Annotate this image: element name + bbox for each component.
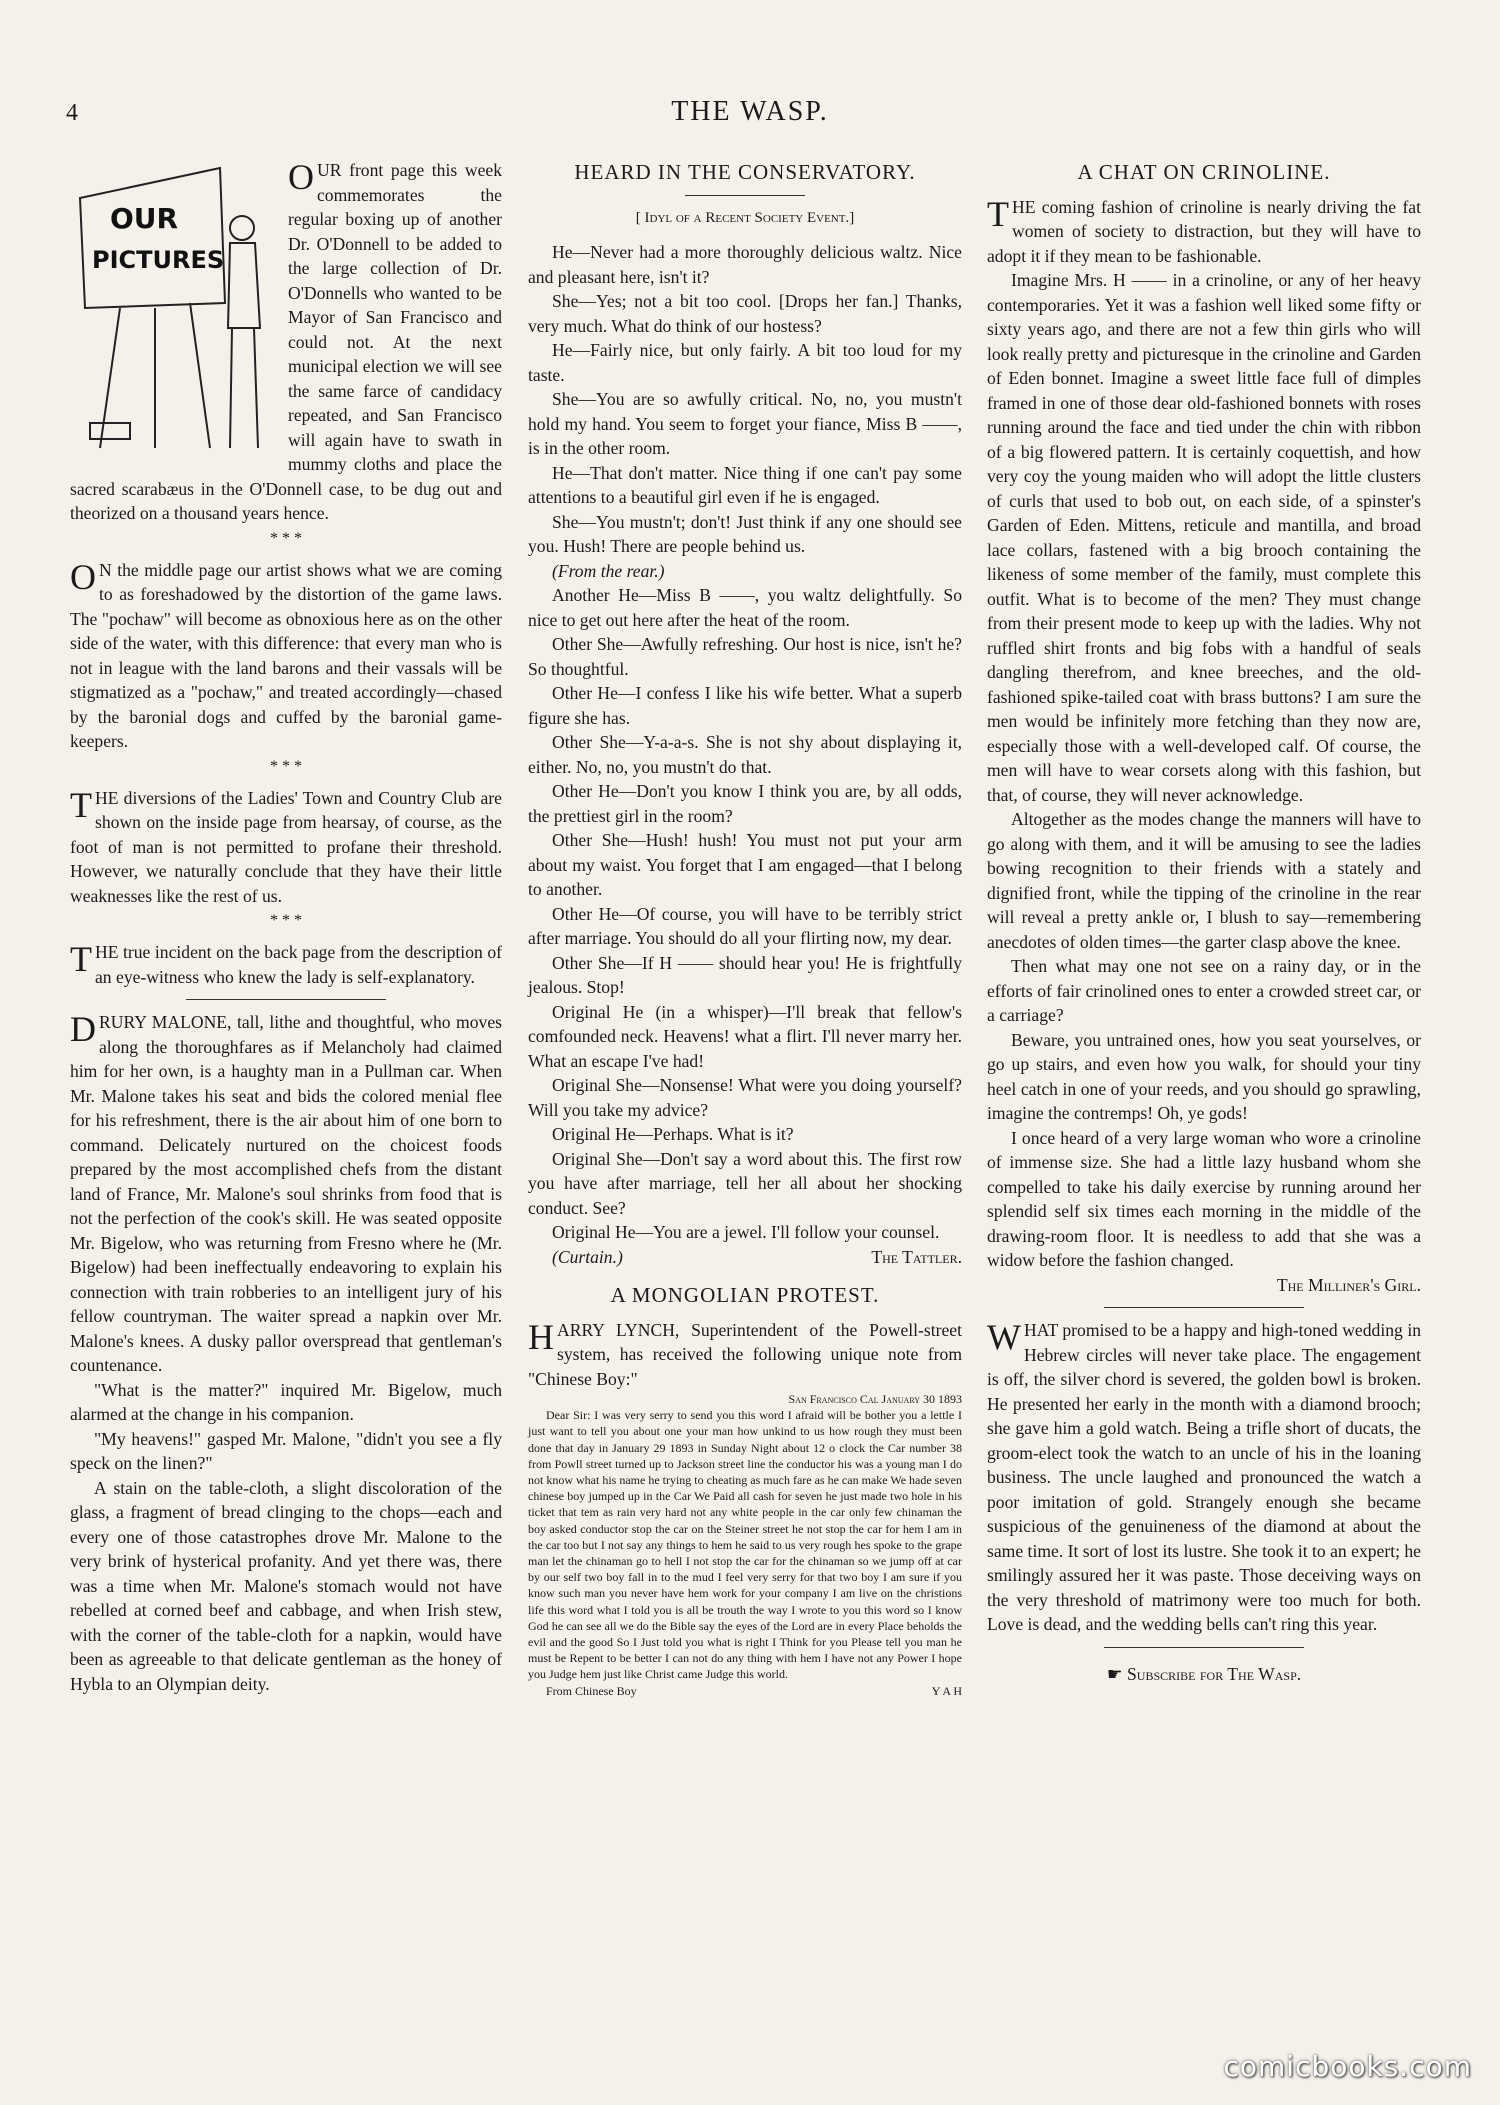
- our-pictures-illustration: [70, 158, 280, 458]
- column-2: [528, 158, 962, 1699]
- dialogue-line: Original He (in a whisper)—I'll break that fellow's comfounded neck. Heavens! what a flirt. I'll never marry her. What an escape I've had!: [528, 1001, 962, 1071]
- subscribe-notice: [987, 1662, 1421, 1687]
- col3-para-6: I once heard of a very large woman who wore a crinoline of immense size. She had a little lazy husband whom she compelled to take his daily exercise by running around her splendid self six times each morning in the middle of the drawing-room floor. It is needless to add that she was a widow before the fashion changed.: [987, 1127, 1421, 1270]
- dialogue: [528, 240, 962, 1245]
- letter-date: San Francisco Cal January 30 1893: [788, 1392, 962, 1406]
- dialogue-line: He—Fairly nice, but only fairly. A bit too loud for my taste.: [528, 340, 962, 385]
- subtitle: [ Idyl of a Recent Society Event.]: [635, 209, 855, 226]
- divider-rule: [685, 195, 805, 196]
- subscribe-text: Subscribe for The Wasp.: [1127, 1663, 1302, 1684]
- col1-para-4-text: HE true incident on the back page from the description of an eye-witness who knew the lady is self-explanatory.: [95, 942, 502, 987]
- mongolian-intro: [528, 1318, 962, 1392]
- dialogue-line: Original She—Don't say a word about this. The first row you have after marriage, tell her all about her shocking conduct. See?: [528, 1148, 962, 1218]
- drop-cap: T: [70, 939, 92, 979]
- column-1: [70, 158, 502, 1696]
- illus-text-pictures: PICTURES: [92, 246, 225, 274]
- col3-para-2: Imagine Mrs. H —— in a crinoline, or any of her heavy contemporaries. Yet it was a fashion well liked some fifty or sixty years ago, and there are not a few thin girls who will look really pretty and picturesque in the crinoline and Garden of Eden bonnet. Imagine a sweet little face full of dimples framed in one of those dear old-fashioned bonnets with roses running around the face and tied under the chin with ribbon of a big flowered pattern. It is certainly coquettish, and how very coy the young maiden who will adopt the little clusters of curls that used to bob out, on each side, of a spinster's Garden of Eden. Mittens, reticule and mantilla, and broad lace collars, fastened with a big brooch containing the likeness of some member of the family, must complete this outfit. What is to become of the men? They must change from their present mode to keep up with the ladies. Why not ruffled shirt fronts and big fobs with a handful of seals dangling therefrom, and knee breeches, and the old-fashioned spike-tailed coat with brass buttons? I am sure the men would be infinitely more fetching than they now are, especially those with a well-developed calf. Of course, the men will have to wear corsets along with this fashion, but that, of course, they will never acknowledge.: [987, 270, 1421, 805]
- dialogue-line: (From the rear.): [552, 560, 665, 581]
- col1-para-7: "My heavens!" gasped Mr. Malone, "didn't you see a fly speck on the linen?": [70, 1428, 502, 1473]
- dialogue-line: Other He—I confess I like his wife better. What a superb figure she has.: [528, 683, 962, 728]
- dialogue-line: Other She—Y-a-a-s. She is not shy about displaying it, either. No, no, you mustn't do that.: [528, 732, 962, 777]
- letter: [528, 1391, 962, 1699]
- col1-para-2-text: N the middle page our artist shows what we are coming to as foreshadowed by the distortion of the game laws. The "pochaw" will become as obnoxious here as on the other side of the water, with this difference: that every man who is not in league with the land barons and their vassals will be stigmatized as a "pochaw," and treated accordingly—chased by the baronial dogs and cuffed by the baronial game-keepers.: [70, 559, 502, 751]
- dialogue-line: Original He—Perhaps. What is it?: [552, 1124, 794, 1144]
- column-3: [987, 158, 1421, 1686]
- section-divider: * * *: [270, 757, 302, 775]
- dialogue-line: She—You mustn't; don't! Just think if any one should see you. Hush! There are people behind us.: [528, 511, 962, 556]
- letter-closing: [528, 1683, 962, 1699]
- heading-conservatory: HEARD IN THE CONSERVATORY.: [574, 160, 916, 184]
- drop-cap: W: [987, 1317, 1021, 1357]
- curtain: (Curtain.): [552, 1246, 623, 1267]
- dialogue-line: Another He—Miss B ——, you waltz delightfully. So nice to get out here after the heat of the room.: [528, 585, 962, 630]
- heading-crinoline: A CHAT ON CRINOLINE.: [1077, 160, 1331, 184]
- dialogue-line: Other She—Awfully refreshing. Our host is nice, isn't he? So thoughtful.: [528, 634, 962, 679]
- signature-milliner: The Milliner's Girl.: [1276, 1274, 1421, 1295]
- curtain-line: [528, 1245, 962, 1270]
- col3-para-7: [987, 1318, 1421, 1637]
- dialogue-line: She—Yes; not a bit too cool. [Drops her fan.] Thanks, very much. What do think of our hostess?: [528, 291, 962, 336]
- dialogue-line: She—You are so awfully critical. No, no, you mustn't hold my hand. You seem to forget your fiance, Miss B ——, is in the other room.: [528, 389, 962, 458]
- col1-para-3: [70, 786, 502, 909]
- divider-rule: [1104, 1647, 1304, 1648]
- masthead-title: THE WASP.: [671, 96, 829, 127]
- col3-para-7-text: HAT promised to be a happy and high-toned wedding in Hebrew circles will never take place. The engagement is off, the silver chord is severed, the golden bowl is broken. He presented her early in the month with a diamond brooch; she gave him a gold watch. Being a trifle short of ducats, the groom-elect took the watch to an uncle of his in the loaning business. The uncle laughed and pronounced the watch a poor imitation of gold. Strangely enough she became suspicious of the genuineness of the diamond at about the same time. It sort of lost its lustre. She took it to an expert; he smilingly assured her it was paste. Those deceiving ways on the very threshold of matrimony were too much for both. Love is dead, and the wedding bells can't ring this year.: [987, 1320, 1421, 1634]
- dialogue-line: Other She—If H —— should hear you! He is frightfully jealous. Stop!: [528, 952, 962, 997]
- col1-para-5-text: RURY MALONE, tall, lithe and thoughtful, who moves along the thoroughfares as if Melancholy had claimed him for her own, is a haughty man in a Pullman car. When Mr. Malone takes his seat and bids the colored menial flee for his refreshment, there is the air about him of one born to command. Delicately nurtured on the choicest foods prepared by the most accomplished chefs from the distant land of France, Mr. Malone's soul shrinks from food that is not the perfection of the cook's skill. He was seated opposite Mr. Bigelow, who was returning from Fresno where he (Mr. Bigelow) had been ineffectually endeavoring to explain his connection with train robberies to an intelligent jury of his fellow countryman. The waiter spread a napkin over Mr. Malone's knees. A dusky pallor overspread that gentleman's countenance.: [70, 1012, 502, 1375]
- dialogue-line: He—That don't matter. Nice thing if one can't pay some attentions to a beautiful girl even if he is engaged.: [528, 462, 962, 507]
- drop-cap: D: [70, 1009, 96, 1049]
- dialogue-line: Other She—Hush! hush! You must not put your arm about my waist. You forget that I am engaged—that I belong to another.: [528, 830, 962, 899]
- drop-cap: H: [528, 1316, 554, 1357]
- heading-mongolian: A MONGOLIAN PROTEST.: [610, 1283, 880, 1307]
- col3-para-5: Beware, you untrained ones, how you seat yourselves, or go up stairs, and even how you walk, for should your tiny heel catch in one of your reeds, and you should go sprawling, imagine the contremps! Oh, ye gods!: [987, 1029, 1421, 1123]
- col3-para-1: [987, 195, 1421, 269]
- dialogue-line: Other He—Of course, you will have to be terribly strict after marriage. You should do all your flirting now, my dear.: [528, 903, 962, 948]
- drop-cap: T: [987, 193, 1009, 234]
- col1-para-2: [70, 558, 502, 754]
- dialogue-line: Original She—Nonsense! What were you doing yourself? Will you take my advice?: [528, 1075, 962, 1120]
- section-divider: * * *: [270, 529, 302, 547]
- col3-para-1-text: HE coming fashion of crinoline is nearly driving the fat women of society to distraction, but they will have to adopt it if they mean to be fashionable.: [987, 196, 1421, 266]
- page-number: 4: [66, 100, 78, 126]
- dialogue-line: Original He—You are a jewel. I'll follow your counsel.: [552, 1222, 940, 1242]
- drop-cap: T: [70, 784, 92, 825]
- col3-para-4: Then what may one not see on a rainy day, or in the efforts of fair crinolined ones to enter a crowded street car, or a carriage?: [987, 956, 1421, 1025]
- col1-para-1-text: UR front page this week commemorates the regular boxing up of another Dr. O'Donnell to be added to the large collection of Dr. O'Donnells who wanted to be Mayor of San Francisco and could not. At the next municipal election we will see the same farce of candidacy repeated, and San Francisco will again have to swath in mummy cloths and place the sacred scarabæus in the O'Donnell case, to be dug out and theorized on a thousand years hence.: [70, 160, 502, 523]
- signature-tattler: The Tattler.: [871, 1246, 962, 1267]
- letter-sign: Y A H: [931, 1683, 962, 1698]
- drop-cap: O: [70, 556, 96, 597]
- letter-body: Dear Sir: I was very serry to send you this word I afraid will be bother you a lettle I just want to tell you about one your man how unkind to us how rough they must been done that day in January 29 1893 in Sunday Night about 12 o clock the Car number 38 from Powll street turned up to Jackson street line the conductor his was a young man I do not know what his name he trying to cheating as much fare as he can make We hade seven chinese boy jumped up in the Car We Paid all cash for seven he just made two hole in his ticket that tem as rain very hard not any white people in the car only few chinaman the boy asked conductor stop the car on the Steiner street he not stop the car for hem I am in the car too but I not say any things to hem he said to us very rough hes spoke to the grape man let the chinaman go to hell I not stop the car for the chinaman so we jump off at car by our self two boy fall in to the mud I feel very serry for that two boy I am sure if you know such man you never have hem work for your company I am live on the christions life this word what I told you is all be trouth the way I wrote to you this word so I know God he can see all we do the Bible say the eyes of the Lord are in every Place beholds the evil and the good So I Just told you what is right I Think for you Please tell you man he must be Repent to be better I can not do any thing with hem I have not any Power I hope you Judge hem just like Christ came Judge this world.: [528, 1408, 962, 1682]
- watermark-logo: comicbooks.com: [1223, 2050, 1472, 2083]
- letter-from: From Chinese Boy: [546, 1683, 637, 1698]
- mongolian-intro-text: ARRY LYNCH, Superintendent of the Powell-street system, has received the following unique note from "Chinese Boy:": [528, 1319, 962, 1389]
- section-divider: * * *: [270, 912, 302, 929]
- dialogue-line: Other He—Don't you know I think you are, by all odds, the prettiest girl in the room?: [528, 781, 962, 826]
- illus-text-our: OUR: [110, 202, 179, 235]
- divider-rule: [1104, 1307, 1304, 1308]
- divider-rule: [186, 999, 386, 1000]
- col1-para-4: [70, 940, 502, 989]
- col1-para-6: "What is the matter?" inquired Mr. Bigelow, much alarmed at the change in his companion.: [70, 1379, 502, 1424]
- col1-para-5: [70, 1010, 502, 1378]
- col1-para-8: A stain on the table-cloth, a slight discoloration of the glass, a fragment of bread clinging to the chops—each and every one of those catastrophes drove Mr. Malone to the very brink of hysterical profanity. And yet there was, there was a time when Mr. Malone's stomach would not have rebelled at corned beef and cabbage, and when Irish stew, with the corner of the table-cloth for a napkin, would have been as agreeable to that delicate gentleman as the honey of Hybla to an Olympian deity.: [70, 1477, 502, 1694]
- dialogue-line: He—Never had a more thoroughly delicious waltz. Nice and pleasant here, isn't it?: [528, 242, 962, 287]
- col1-para-3-text: HE diversions of the Ladies' Town and Country Club are shown on the inside page from hearsay, of course, as the foot of man is not permitted to profane their threshold. However, we naturally conclude that they have their little weaknesses like the rest of us.: [70, 787, 502, 906]
- drop-cap: O: [288, 157, 314, 197]
- col3-para-3: Altogether as the modes change the manners will have to go along with them, and it will be amusing to see the ladies bowing recognition to their friends with a stately and dignified front, while the tipping of the crinoline in the rear will reveal a pretty ankle or, I blush to say—remembering anecdotes of olden times—the garter clasp above the knee.: [987, 809, 1421, 952]
- pointing-hand-icon: ☛: [1106, 1663, 1123, 1684]
